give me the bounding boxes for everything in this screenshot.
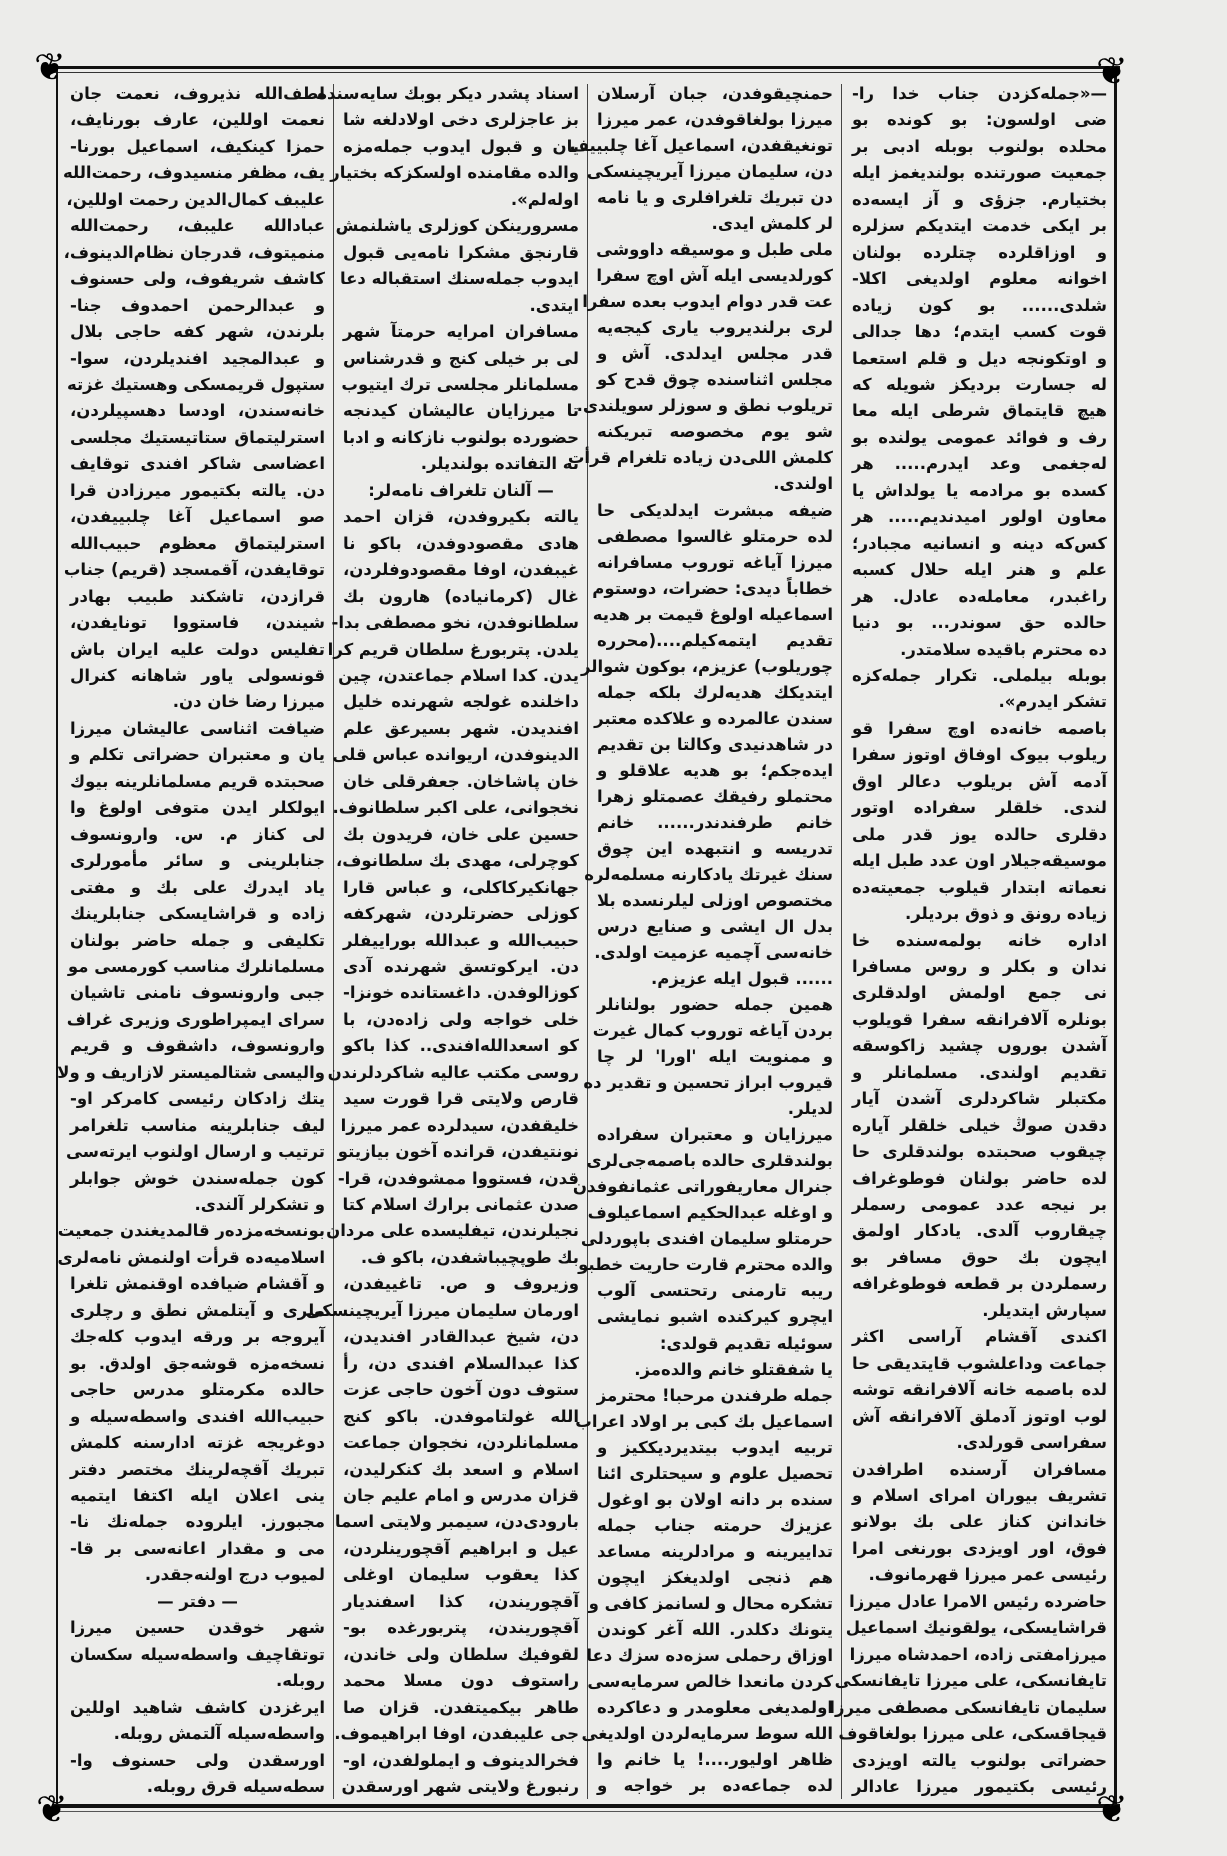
text-line: رئیسی بکتیمور میرزا عادالر — [852, 1777, 1107, 1796]
column-2 — [567, 84, 833, 1796]
text-line: لی بر خیلی کنج و قدرشناس — [343, 348, 579, 368]
text-line: کلمش اللی‌دن زیاده تلغرام قرأت — [567, 448, 833, 468]
text-line: آشدن بوروں چشید زاکوسقه — [852, 1036, 1107, 1056]
text-line: بونسخه‌مزده‌ر قالمدیغندن جمعیت — [57, 1221, 325, 1241]
text-line: طاهر بیکمیتفدن. قزان صا — [343, 1697, 579, 1717]
text-line: حاضرده رئیس الامرا عادل میرزا — [849, 1591, 1107, 1611]
text-line: ینی اعلان ایله اکتفا ایتمیه — [70, 1486, 325, 1506]
text-line: جماعت وداعلشوب قایتدیقی حا — [852, 1353, 1107, 1373]
text-line: اسماعیله اولوغ قیمت بر هدیه — [592, 604, 833, 624]
text-line: ایتدی. — [529, 295, 579, 315]
text-line: خطاباً دیدی: حضرات، دوستوم — [592, 578, 833, 598]
text-line: ایچون بك حوق مسافر بو — [852, 1247, 1107, 1267]
text-line: بردن آیاغه توروب کمال غیرت — [592, 1021, 833, 1041]
text-line: — آلنان تلغراف نامه‌لر: — [368, 480, 554, 500]
text-line: ایتدیکك هدیه‌لرك بلکه جمله — [597, 682, 833, 702]
text-line: کذا عبدالسلام افندی دن، رأ — [343, 1353, 579, 1373]
floral-corner-icon: ❦ — [36, 1787, 68, 1831]
text-line: رنبورغ ولایتی شهر اورسقدن — [341, 1777, 579, 1796]
text-line: و ممنویت ایله 'اورا' لر چا — [597, 1047, 833, 1067]
column-divider — [333, 84, 334, 1799]
text-line: دن. ایرکوتسق شهرنده آدی — [343, 956, 579, 976]
text-line: تکلیفی و جمله حاضر بولنان — [70, 930, 325, 950]
text-line: رئیسی عمر میرزا قهرمانوف. — [868, 1565, 1107, 1585]
text-line: غیبفدن، اوفا مقصودوفلردن، — [343, 560, 579, 580]
text-line: جنرال معاریفوراتی عثمانفوفدن — [572, 1177, 833, 1197]
text-line: قوت کسب ایتدم؛ دها جدالی — [852, 322, 1107, 342]
text-line: رف و فوائد عمومی یولنده بو — [852, 427, 1107, 447]
text-line: میرزامفتی زاده، احمدشاه میرزا — [849, 1644, 1107, 1664]
text-line: ریلوب بیوک اوفاق اوتوز سفرا — [852, 745, 1107, 765]
text-line: موسیقه‌جیلار اون عدد طبل ایله — [852, 851, 1107, 871]
text-line: اداره خانه بولمه‌سنده خا — [852, 930, 1107, 950]
text-line: علیبف کمال‌الدین رحمت اوللین، — [66, 189, 325, 209]
text-line: شهر خوقدن حسین میرزا — [70, 1618, 325, 1638]
text-line: یتونك دکلدر. الله آغر کوندن — [597, 1619, 833, 1639]
column-3 — [305, 84, 579, 1796]
text-line: بونلره آلافرانقه سفرا قویلوب — [852, 1009, 1107, 1029]
text-line: رسملردن بر قطعه فوطوغرافه — [852, 1274, 1107, 1294]
text-line: حضورده بولنوب نازکانه و ادبا — [342, 427, 579, 447]
text-line: صو اسماعیل آغا چلبییفدن، — [70, 507, 325, 527]
text-line: سلیمان تایفانسکی مصطفی میرزا — [829, 1697, 1107, 1717]
text-line: حالده مکرمتلو مدرس حاجی — [70, 1380, 325, 1400]
text-line: توتقاچیف واسطه‌سیله سکسان — [70, 1644, 325, 1664]
text-line: خاندانن کناز علی بك بولانو — [852, 1512, 1107, 1532]
text-line: والده محترم قارت حاریت خطبو — [578, 1255, 833, 1275]
text-line: لقوفیك سلطان ولی خاندن، — [343, 1644, 579, 1664]
text-line: عزیزك حرمته جناب جمله — [597, 1515, 833, 1535]
text-line: بر ایکی خدمت ایتدیکم سزلره — [852, 216, 1107, 236]
text-line: لده باصمه خانه آلافرانقه توشه — [852, 1380, 1107, 1400]
text-line: نه التفاتده بولندیلر. — [420, 454, 579, 474]
text-line: سطه‌سیله قرق روبله. — [146, 1777, 325, 1796]
text-line: خلیقفدن، سیدلرده عمر میرزا — [340, 1115, 579, 1135]
text-line: لده حرمتلو غالسوا مصطفی — [597, 526, 833, 546]
text-line: مجلس اثناسنده چوق قدح کو — [597, 370, 833, 390]
text-line: افندیدن. شهر بسیرعق علم — [343, 718, 579, 738]
text-line: مکتبلر شاکردلری آشدن آیار — [852, 1089, 1107, 1109]
text-line: دقدن صوڭ خیلی خلقلر آیاره — [852, 1115, 1107, 1135]
column-divider — [587, 84, 588, 1799]
text-line: مسلمانلرك مناسب کورمسی مو — [67, 956, 325, 976]
text-line: تحصیل علوم و سیحتلری ائنا — [597, 1463, 833, 1483]
text-line: خانه‌سندن، اودسا دهسپیلردن، — [70, 401, 325, 421]
text-line: و آقشام ضیافده اوقنمش تلغرا — [70, 1274, 325, 1294]
text-line: اورمان سلیمان میرزا آیریچینسکی — [305, 1300, 579, 1320]
text-line: لر کلمش ایدی. — [711, 214, 833, 234]
text-line: لده جماعه‌ده بر خواجه و — [597, 1776, 833, 1796]
text-line: ندان و بکلر و روس مسافرا — [852, 956, 1107, 976]
text-line: آقچوریندن، کذا اسفندیار — [343, 1591, 579, 1611]
text-line: نخجوانی، علی اکبر سلطانوف. — [332, 798, 579, 818]
text-line: اعضاسی شاکر افندی توقایف — [70, 454, 325, 474]
text-line: چیقاروب آلدی. یادکار اولمق — [852, 1221, 1107, 1241]
text-line: نی جمع اولمش اولدقلری — [852, 983, 1107, 1003]
text-line: بارودی‌دن، سیمبر ولایتی اسما — [334, 1512, 579, 1532]
text-line: بولندقلری حالده باصمه‌جی‌لری — [586, 1151, 833, 1171]
text-line: ایچرو کیرکنده اشبو نمایشی — [597, 1307, 833, 1327]
text-line: لده حاضر بولنان فوطوغراف — [852, 1168, 1107, 1188]
text-line: چوریلوب) عزیزم، بوکون شوالر — [581, 656, 833, 676]
text-line: الله سوط سرمایه‌لردن اولدیغی — [581, 1723, 833, 1743]
text-line: یلدن. پتربورغ سلطان قریم کرا — [327, 639, 579, 659]
column-4 — [57, 84, 325, 1796]
text-line: اسناد پشدر دیکر بوبك سایه‌سنده — [317, 84, 579, 103]
text-line: کوزلی حضرتلردن، شهرکفه — [343, 904, 579, 924]
text-line: تفلیس دولت علیه ایران باش — [70, 639, 325, 659]
text-line: عیل و ابراهیم آقچورینلردن، — [343, 1538, 579, 1558]
text-line: نعماته ابتدار قیلوب جمعیته‌ده — [852, 877, 1107, 897]
text-line: له جسارت بردیکز شویله که — [852, 374, 1107, 394]
text-line: اولندی. — [773, 474, 833, 494]
text-line: لوب اوتوز آدملق آلافرانقه آش — [852, 1406, 1107, 1426]
text-line: جهانکیرکاکلی، و عباس قارا — [343, 877, 579, 897]
text-line: قارنجق مشکرا نامه‌یی قبول — [343, 242, 579, 262]
text-line: سفراسی قورلدی. — [956, 1433, 1107, 1453]
text-line: زیاده رونق و ذوق بردیلر. — [904, 904, 1107, 924]
text-line: در شاهدنیدی وکالتا بن تقدیم — [597, 734, 833, 754]
text-line: ستپول قریمسکی وهستیك غزته — [66, 374, 325, 394]
text-line: چیقوب صحبتده بولندقلری حا — [852, 1142, 1107, 1162]
text-line: تبریك آقچه‌لرینك مختصر دفتر — [70, 1459, 325, 1479]
text-line: و عبدالمجید افندیلردن، سوا- — [70, 348, 325, 368]
text-line: قارص ولایتی قرا قورت سید — [343, 1089, 579, 1109]
text-line: میرزایان و معتبران سفراده — [597, 1125, 833, 1145]
text-line: میرزا رضا خان دن. — [172, 692, 325, 712]
text-line: یف، مظفر منسیدوف، رحمت‌الله — [63, 163, 325, 183]
text-line: حبیب‌الله و عبدالله بوراییفلر — [343, 930, 579, 950]
text-line: میرزا آیاغه توروب مسافرانه — [597, 552, 833, 572]
text-line: نسخه‌مزه قوشه‌جق اولدق. بو — [70, 1353, 325, 1373]
text-line: لیف جنابلرینه مناسب تلغرامر — [70, 1115, 325, 1135]
text-line: تشکره محال و لسانمز کافی و — [588, 1593, 833, 1613]
text-line: نونتیفدن، قرانده آخون بیازیتو — [337, 1142, 579, 1162]
text-line: زاده و قراشایسکی جنابلرینك — [70, 904, 325, 924]
text-line: واسطه‌سیله آلتمش روبله. — [113, 1724, 325, 1744]
text-line: ایرغزدن کاشف شاهید اوللین — [70, 1697, 325, 1717]
text-line: همین جمله حضور بولنانلر — [597, 995, 833, 1015]
text-line: وارونسوف، داشقوف و قریم — [70, 1036, 325, 1056]
text-line: جبی وارونسوف نامنی تاشیان — [70, 983, 325, 1003]
text-line: باصمه خانه‌ده اوچ سفرا قو — [852, 718, 1107, 738]
text-line: دن. یالته بکتیمور میرزادن قرا — [70, 480, 325, 500]
text-line: تشکر ایدرم». — [998, 692, 1107, 712]
text-line: هم ذنجی اولدیغکز ایچون — [597, 1567, 833, 1587]
text-line: استرلیتماق معظوم حبیب‌الله — [70, 533, 325, 553]
text-line: ملری و آیتلمش نطق و رچلری — [70, 1300, 325, 1320]
text-line: خان پاشاخان. جعفرقلی خان — [343, 771, 579, 791]
frame-bottom-rule-thin — [52, 1811, 1120, 1812]
text-line: تقدیم اولندی. مسلمانلر و — [852, 1062, 1107, 1082]
text-line: حمزا کینکیف، اسماعیل بورنا- — [70, 136, 325, 156]
text-line: والیسی شتالمیستر لازاریف و ولا — [57, 1062, 325, 1082]
text-line: کو اسعدالله‌افندی.. کذا باکو — [343, 1036, 579, 1056]
text-line: حضراتی بولنوب یالته اویزدی — [852, 1750, 1107, 1770]
text-line: ایولکلر ایدن متوفی اولوغ وا — [70, 798, 325, 818]
text-line: بر نیجه عدد عمومی رسملر — [852, 1195, 1107, 1215]
text-line: کوچرلی، مهدی بك سلطانوف، — [335, 851, 579, 871]
text-line: حبیب‌الله افندی واسطه‌سیله و — [70, 1406, 325, 1426]
text-line: قراشایسکی، یولقونیك اسماعیل — [845, 1618, 1107, 1638]
text-line: بك طوپچیباشفدن، باکو ف. — [360, 1247, 579, 1267]
text-line: تدریسه و انتبهده این چوق — [597, 838, 833, 858]
text-line: داخلنده غولجه شهرنده خلیل — [343, 692, 579, 712]
text-line: بختیارم. جزؤی و آز ایسه‌ده — [852, 189, 1107, 209]
text-line: حسین علی خان، فریدون بك — [343, 824, 579, 844]
text-line: ظاهر اولیور....! یا خانم وا — [597, 1750, 833, 1769]
text-line: هیچ قایتماق شرطی ایله معا — [852, 401, 1107, 421]
text-line: آقچوریندن، پتربورغده بو- — [343, 1618, 579, 1638]
floral-corner-icon: ❦ — [1096, 49, 1128, 93]
text-line: بوبله بیلملی. تکرار جمله‌کزه — [852, 665, 1107, 685]
text-line: اوزاق رحملی سزه‌ده سزك دعا — [586, 1645, 833, 1665]
text-line: صدن عثمانی برارك اسلام کتا — [342, 1195, 579, 1215]
text-line: سنك غیرتك یادکارنه مسلمه‌لره — [584, 864, 833, 884]
text-line: روبله. — [276, 1671, 325, 1691]
text-line: دوغریجه غزته ادارسنه کلمش — [70, 1433, 325, 1453]
frame-bottom-rule — [52, 1804, 1120, 1808]
text-line: مسلمانلردن، نخجوان جماعت — [343, 1433, 579, 1453]
text-line: خانه‌سی آچمیه عزمیت اولدی. — [594, 943, 833, 963]
text-line: مجبورز. ایلروده جمله‌نك نا- — [70, 1512, 325, 1532]
text-line: مسلمانلر مجلسی ترك ایتیوب — [341, 374, 579, 394]
text-line: نعمت اوللین، عارف بورنایف، — [70, 110, 325, 130]
text-line: محتملو رفیقك عصمتلو زهرا — [597, 786, 833, 806]
text-line: دقلری حالده یوز قدر ملی — [852, 824, 1107, 844]
text-line: ایده‌جکم؛ بو هدیه علاقلو و — [597, 760, 833, 780]
text-line: و اوتکونجه دیل و قلم استعما — [852, 348, 1107, 368]
text-line: کاشف شریفوف، ولی حسنوف — [70, 269, 325, 289]
text-line: محلده بولنوب بوبله ادبی بر — [852, 136, 1107, 156]
text-line: سرای ایمپراطوری وزیری غراف — [66, 1009, 325, 1029]
text-line: جنابلرینی و سائر مأمورلری — [70, 851, 325, 871]
frame-left-rule — [56, 66, 58, 1806]
text-line: اسماعیل بك کبی بر اولاد اعراب — [575, 1411, 833, 1431]
text-line: له‌جغمی وعد ایدرم..... هر — [852, 454, 1107, 474]
text-line: ده محترم باقیده سلامتدر. — [900, 639, 1107, 659]
text-line: جمله طرفندن مرحبا! محترمز — [596, 1385, 833, 1405]
text-line: بدل ال ایشی و صنایع درس — [597, 917, 833, 936]
text-line: صحبتده قریم مسلمانلرینه بیوك — [70, 771, 325, 791]
text-line: مسرورینکن کوزلری یاشلنمش — [335, 216, 579, 236]
text-line: قدن، فستووا ممشوفدن، قرا- — [337, 1168, 579, 1188]
text-line: راستوف دون مسلا محمد — [343, 1671, 579, 1691]
floral-corner-icon: ❦ — [34, 45, 66, 89]
text-line: فوق، اور اویزدی بورنغی امرا — [852, 1538, 1107, 1558]
column-divider — [841, 84, 842, 1799]
text-line: ...... قبول ایله عزیزم. — [651, 969, 833, 989]
text-line: تونغیقفدن، اسماعیل آغا چلبییف — [569, 136, 833, 156]
text-line: کس‌که دینه و انسانیه مجبادر؛ — [852, 533, 1107, 553]
text-line: یدن. کدا اسلام جماعتدن، چین — [338, 665, 579, 685]
text-line: اکندی آقشام آراسی اکثر — [852, 1327, 1107, 1347]
text-line: و تشکرلر آلندی. — [194, 1195, 325, 1215]
text-line: سنده بر دانه اولان بو اوغول — [597, 1489, 833, 1509]
text-line: یالته بکیروفدن، قزان احمد — [343, 507, 579, 527]
text-line: حالده حق سوندر... بو دنیا — [852, 613, 1107, 633]
text-line: سندن عالمرده و علاکده معتبر — [594, 708, 833, 728]
text-line: سپارش ایتدیلر. — [982, 1300, 1107, 1320]
text-line: شیندن، فاستووا تونایفدن، — [70, 613, 325, 633]
text-line: بلرندن، شهر کفه حاجی بلال — [70, 322, 325, 342]
text-line: مسافران امرایه حرمتآ شهر — [343, 322, 579, 342]
text-line: اخوانه معلوم اولدیغی اکلا- — [852, 269, 1107, 289]
text-line: دن، سلیمان میرزا آیریچینسکی — [586, 162, 833, 182]
text-line: غال (کرمانیاده) هارون بك — [343, 586, 579, 606]
text-line: الله غولتاموفدن. باکو کنج — [343, 1406, 579, 1426]
text-line: قرازدن، تاشکند طبیب بهادر — [70, 586, 325, 606]
text-line: ریبه تارمنی رتحتسی آلوب — [597, 1281, 833, 1301]
text-line: —«جمله‌کزدن جناب خدا را- — [852, 84, 1107, 103]
text-line: تقدیم ایتمه‌کیلم....(محرره — [597, 630, 833, 650]
text-line: عباد‌الله علیبف، رحمت‌الله — [70, 216, 325, 236]
text-line: اسلامیه‌ده قرأت اولنمش نامه‌لری — [57, 1247, 325, 1267]
text-line: الدینوفدن، اریوانده عباس قلی — [332, 745, 579, 765]
text-line: و اوزاقلرده چتلرده بولنان — [852, 242, 1107, 262]
text-line: تا میرزایان عالیشان کیدنجه — [343, 401, 579, 421]
text-line: قونسولی یاور شاهانه کنرال — [70, 665, 325, 685]
text-line: یاد ایدرك علی بك و مفتی — [70, 877, 325, 897]
text-line: کردن مانعدا خالص سرمایه‌سی — [587, 1671, 833, 1691]
text-line: ضی اولسون: بو کونده بو — [852, 110, 1107, 130]
text-line: ترتیب و ارسال اولنوب ایرته‌سی — [66, 1142, 325, 1162]
text-line: مسافران آرسنده اطرافدن — [852, 1459, 1107, 1479]
text-line: لدیلر. — [787, 1099, 833, 1119]
text-line: دن، شیخ عبدالقادر افندیدن، — [343, 1327, 579, 1347]
text-line: — دفتر — — [157, 1591, 238, 1611]
text-line: جی علیبفدن، اوفا ابراهیموف. — [334, 1724, 579, 1744]
text-line: قیروب ابراز تحسین و تقدیر ده — [583, 1073, 833, 1093]
text-line: نجیلرندن، تیفلیسده علی مردان — [326, 1221, 579, 1241]
text-line: ستوف دون آخون حاجی عزت — [343, 1380, 579, 1400]
text-line: تایفانسکی، علی میرزا تایفانسکی — [834, 1671, 1107, 1691]
text-line: لی کناز م. س. وارونسوف — [70, 824, 325, 844]
frame-top-rule-thin — [52, 72, 1120, 73]
text-line: قزان مدرس و امام علیم جان — [343, 1486, 579, 1506]
text-line: ضیفه مبشرت ایدلدیکی حا — [597, 500, 833, 520]
text-line: وزیروف و ص. تاغییفدن، — [343, 1274, 579, 1294]
text-line: لطف‌الله نذیروف، نعمت جان — [70, 84, 325, 103]
text-line: کون جمله‌سندن خوش جوابلر — [70, 1168, 325, 1188]
column-1 — [829, 84, 1107, 1796]
text-line: ایدوب جمله‌سنك استقباله دعا — [339, 269, 579, 289]
text-line: و اوغله عبدالحکیم اسماعیلوف — [587, 1203, 833, 1223]
frame-top-rule — [52, 66, 1120, 69]
text-line: حرمتلو سلیمان افندی باپوردلی — [580, 1229, 833, 1249]
floral-corner-icon: ❦ — [1096, 1787, 1128, 1831]
text-line: والده مقامنده اولسکزکه بختیار — [330, 163, 579, 183]
text-line: لری برلندیروب یاری کیجه‌یه — [597, 318, 833, 338]
text-line: کوزالوفدن. داغستانده خونزا- — [343, 983, 579, 1003]
text-line: خانم طرفندندر...... خانم — [597, 812, 833, 832]
text-line: تربیه ایدوب بیتدیردیککیز و — [597, 1437, 833, 1457]
text-line: فخرالدینوف و ایملولفدن، او- — [343, 1750, 579, 1770]
text-line: اسلام و اسعد بك کنکرلیدن، — [343, 1459, 579, 1479]
text-line: تریلوب نطق و سوزلر سویلندی. — [576, 396, 833, 416]
text-line: اولمدیغی معلومدر و دعاکرده — [597, 1697, 833, 1717]
text-line: هادی مقصودوفدن، باکو نا — [343, 533, 579, 553]
text-line: مختصوص اوزلی لیلرنسده بلا — [597, 890, 833, 910]
text-line: یتك زادکان رئیسی کامرکر او- — [70, 1089, 325, 1109]
text-line: یان و معتبران حضراتی تکلم و — [70, 745, 325, 765]
text-line: اورسقدن ولی حسنوف وا- — [70, 1750, 325, 1770]
text-line: دن تبریك تلغرافلری و یا نامه — [597, 188, 833, 208]
text-line: استرلیتماق ستاتیستیك مجلسی — [70, 427, 325, 447]
text-line: سلطانوفدن، نخو مصطفی بدا- — [331, 613, 579, 633]
text-line: قیجاقسکی، علی میرزا بولغاقوف — [838, 1724, 1107, 1744]
text-line: یان و قبول ایدوب جمله‌مزه — [343, 136, 579, 156]
text-line: تداییرینه و مرادلرینه مساعد — [597, 1541, 833, 1561]
text-line: معاون اولور امیدندیم..... هر — [852, 507, 1107, 527]
text-line: ملی طبل و موسیقه داووشی — [596, 240, 833, 260]
text-line: ضیافت اثناسی عالیشان میرزا — [70, 718, 325, 738]
text-line: روسی مکتب عالیه شاکردلرندن — [327, 1062, 579, 1082]
text-line: شلدی...... بو کون زیاده — [852, 295, 1107, 315]
text-line: حمنچیقوفدن، جبان آرسلان — [597, 84, 833, 103]
text-line: خلی خواجه ولی زاده‌دن، با — [343, 1009, 579, 1029]
text-line: شو یوم مخصوصه تبریکنه — [597, 422, 833, 442]
text-line: توقایفدن، آقمسجد (قریم) جناب — [63, 560, 325, 580]
text-line: اوله‌لم». — [510, 189, 579, 209]
text-line: کورلدیسی ایله آش اوچ سفرا — [596, 266, 833, 286]
text-line: آدمه آش بریلوب دعالر اوق — [852, 771, 1107, 791]
text-line: جمعیت صورتنده بولندیغمز ایله — [852, 163, 1107, 183]
text-line: و عبدالرحمن احمدوف جنا- — [70, 295, 325, 315]
text-line: قدر مجلس ایدلدی. آش و — [597, 344, 833, 364]
text-line: تشریف بیوران امرای اسلام و — [852, 1486, 1107, 1506]
text-line: لندی. خلقلر سفراده اوتور — [852, 798, 1107, 818]
text-line: عت قدر دوام ایدوب بعده سفرا — [582, 292, 833, 312]
text-line: منمیتوف، قدرجان نظام‌الدینوف، — [63, 242, 325, 262]
text-line: کسده بو مرادمه یا یولداش یا — [852, 480, 1107, 500]
text-line: علم و هنر ایله حلال کسبه — [852, 560, 1107, 580]
text-line: سوئیله تقدیم قولدی: — [659, 1333, 833, 1353]
text-line: کذا یعقوب سلیمان اوغلی — [343, 1565, 579, 1585]
text-line: آیروجه بر ورقه ایدوب کله‌جك — [70, 1327, 325, 1347]
text-line: لمیوب درج اولنه‌جقدر. — [144, 1565, 325, 1585]
frame-right-rule — [1114, 66, 1117, 1806]
text-line: راغبدر، معامله‌ده عادل. هر — [852, 586, 1107, 606]
text-line: میرزا بولغاقوفدن، عمر میرزا — [597, 110, 833, 130]
text-line: می و مقدار اعانه‌سی بر قا- — [70, 1538, 325, 1558]
text-line: بز عاجزلری دخی اولادلغه شا — [343, 110, 579, 130]
text-line: یا شفقتلو خانم والده‌مز. — [634, 1359, 833, 1379]
